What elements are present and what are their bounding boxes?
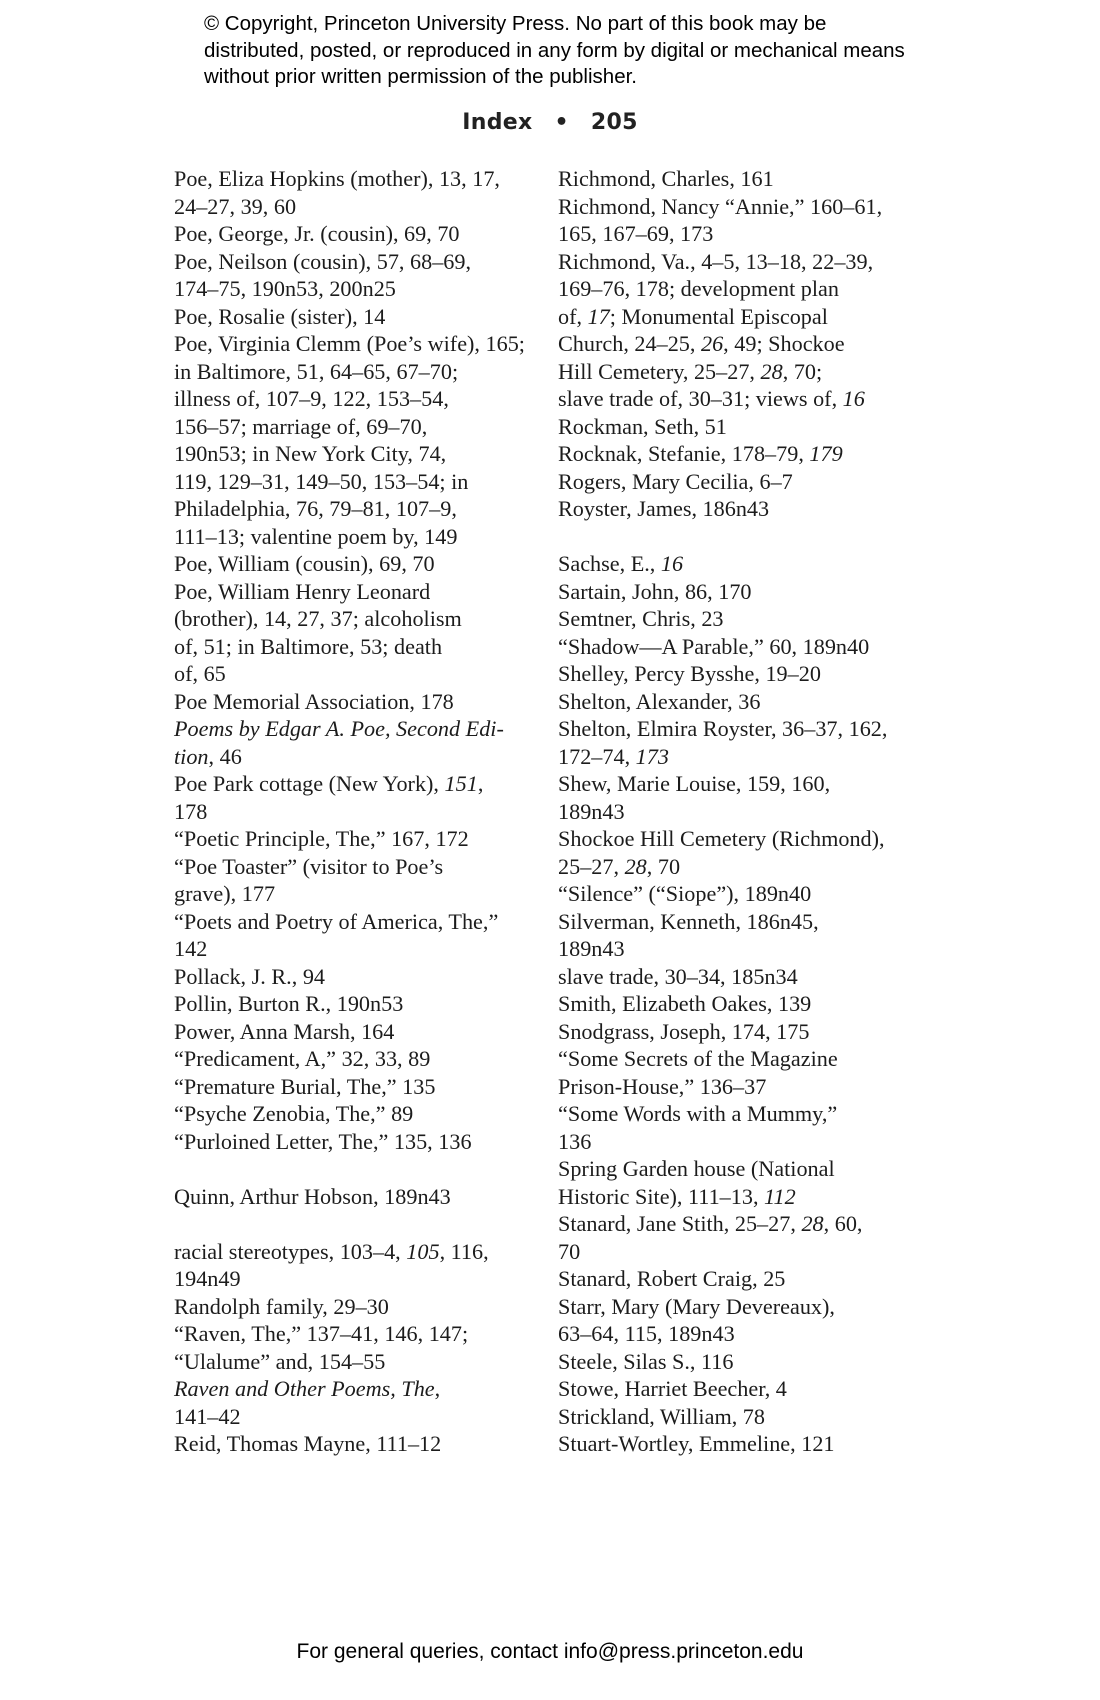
running-head-bullet: • (554, 110, 569, 135)
index-entry (558, 715, 923, 770)
index-entry (558, 825, 923, 880)
index-entry-line (174, 330, 554, 358)
index-entry-text: slave trade, 30–34, 185n34 (558, 963, 798, 989)
index-entry (558, 1155, 923, 1210)
index-entry-text: Richmond, Nancy “Annie,” 160–61, (558, 193, 883, 219)
index-entry (558, 660, 923, 688)
index-entry-text: Richmond, Charles, 161 (558, 166, 774, 191)
index-entry-line (558, 1128, 923, 1156)
index-entry-line (174, 523, 554, 551)
index-entry-line (558, 468, 923, 496)
index-entry-line (174, 1430, 554, 1458)
index-entry (558, 633, 923, 661)
index-entry-text: , 46 (208, 743, 242, 769)
index-entry (174, 1375, 554, 1430)
index-entry-text: Quinn, Arthur Hobson, 189n43 (174, 1183, 451, 1209)
index-entry-text: 190n53; in New York City, 74, (174, 441, 447, 466)
index-entry-line (558, 440, 923, 468)
index-entry (174, 578, 554, 688)
index-entry-text: 25–27, (558, 853, 625, 879)
index-entry (558, 413, 923, 441)
index-entry-line (558, 1265, 923, 1293)
index-entry (174, 1018, 554, 1046)
index-entry (174, 220, 554, 248)
index-entry (558, 1430, 923, 1458)
index-entry-line (174, 880, 554, 908)
index-entry-line (558, 165, 923, 193)
index-entry-text: Stanard, Robert Craig, 25 (558, 1266, 786, 1291)
index-entry (558, 165, 923, 193)
index-entry-text: Stanard, Jane Stith, 25–27, (558, 1211, 802, 1236)
index-entry-line (558, 798, 923, 826)
index-entry-text: Hill Cemetery, 25–27, (558, 358, 761, 384)
index-entry-text: 174–75, 190n53, 200n25 (174, 276, 396, 301)
index-entry-line (174, 1073, 554, 1101)
index-entry-line (558, 880, 923, 908)
index-entry-text: 194n49 (174, 1266, 241, 1291)
index-entry-line (174, 1348, 554, 1376)
index-entry-line (558, 1403, 923, 1431)
index-entry-line (558, 1183, 923, 1211)
index-entry-text: Poe Park cottage (New York), (174, 771, 445, 796)
index-entry (174, 825, 554, 853)
index-entry-line (174, 1238, 554, 1266)
index-entry-text: Rogers, Mary Cecilia, 6–7 (558, 468, 793, 494)
index-entry (174, 330, 554, 550)
index-entry-line (174, 303, 554, 331)
index-entry-line (558, 193, 923, 221)
index-entry-line (174, 853, 554, 881)
index-entry-line (174, 770, 554, 798)
index-entry (558, 193, 923, 248)
index-entry (558, 908, 923, 963)
index-entry-text: Poe, Eliza Hopkins (mother), 13, 17, (174, 166, 500, 191)
index-entry (558, 1375, 923, 1403)
index-entry-text: Poe Memorial Association, 178 (174, 688, 454, 714)
index-entry-line (174, 825, 554, 853)
index-entry-text: “Purloined Letter, The,” 135, 136 (174, 1128, 472, 1154)
index-entry-line (174, 935, 554, 963)
index-entry-line (174, 495, 554, 523)
index-entry-line (558, 248, 923, 276)
index-entry-text: Poe, Virginia Clemm (Poe’s wife), 165; (174, 331, 525, 356)
index-entry-text: Spring Garden house (National (558, 1156, 835, 1181)
index-entry (558, 550, 923, 578)
index-entry (174, 688, 554, 716)
index-column-right (558, 165, 923, 1458)
index-entry-text: “Premature Burial, The,” 135 (174, 1073, 436, 1099)
index-entry-text: Silverman, Kenneth, 186n45, (558, 908, 819, 934)
index-entry-line (174, 715, 554, 743)
index-entry-text: , 70; (782, 358, 823, 384)
index-entry-text: Smith, Elizabeth Oakes, 139 (558, 991, 812, 1016)
index-entry-text: , 116, (439, 1238, 489, 1264)
running-head (0, 110, 1100, 135)
index-entry-line (558, 990, 923, 1018)
index-entry-text: “Poetic Principle, The,” 167, 172 (174, 826, 469, 851)
index-entry-text: 189n43 (558, 936, 625, 961)
index-entry-italic-text: 105 (406, 1238, 440, 1264)
letter-group-gap (174, 1210, 554, 1238)
index-entry-text: Shew, Marie Louise, 159, 160, (558, 771, 831, 796)
index-column-left (174, 165, 554, 1458)
index-entry-text: grave), 177 (174, 881, 276, 906)
index-entry (174, 248, 554, 303)
index-entry-text: Shelton, Alexander, 36 (558, 688, 761, 714)
index-entry-text: Sartain, John, 86, 170 (558, 578, 752, 604)
index-entry-text: slave trade of, 30–31; views of, (558, 386, 843, 411)
index-entry (174, 1320, 554, 1375)
index-entry-text: Shelton, Elmira Royster, 36–37, 162, (558, 716, 888, 741)
index-entry-text: 156–57; marriage of, 69–70, (174, 413, 428, 439)
index-entry-text: Shelley, Percy Bysshe, 19–20 (558, 661, 821, 686)
index-entry-text: Rocknak, Stefanie, 178–79, (558, 441, 810, 466)
index-entry-line (174, 633, 554, 661)
index-entry-italic-text: 16 (660, 551, 684, 576)
index-entry (174, 1073, 554, 1101)
index-entry-line (558, 1430, 923, 1458)
index-entry-line (174, 1320, 554, 1348)
index-entry (558, 495, 923, 523)
index-entry-text: Stuart-Wortley, Emmeline, 121 (558, 1431, 835, 1456)
index-entry-italic-text: 173 (635, 743, 669, 769)
index-entry-line (558, 1320, 923, 1348)
index-entry-line (174, 798, 554, 826)
index-entry-line (174, 908, 554, 936)
index-entry (558, 1265, 923, 1293)
index-entry-line (558, 1375, 923, 1403)
index-entry-text: 111–13; valentine poem by, 149 (174, 523, 458, 549)
index-entry-text: “Raven, The,” 137–41, 146, 147; (174, 1321, 469, 1346)
index-entry (558, 963, 923, 991)
index-entry-italic-text: 112 (764, 1183, 796, 1209)
index-entry-text: Poe, Neilson (cousin), 57, 68–69, (174, 248, 472, 274)
index-entry-line (558, 770, 923, 798)
index-entry (174, 990, 554, 1018)
index-entry (558, 990, 923, 1018)
index-entry-line (558, 1293, 923, 1321)
index-entry-line (558, 303, 923, 331)
index-entry-text: 141–42 (174, 1403, 241, 1429)
index-entry-line (558, 495, 923, 523)
index-entry-text: Stowe, Harriet Beecher, 4 (558, 1376, 787, 1401)
index-entry-text: Starr, Mary (Mary Devereaux), (558, 1293, 835, 1319)
index-entry-line (558, 853, 923, 881)
index-entry-text: 63–64, 115, 189n43 (558, 1321, 735, 1346)
index-entry-text: Royster, James, 186n43 (558, 496, 770, 521)
index-entry-text: 169–76, 178; development plan (558, 276, 839, 301)
index-entry-line (174, 248, 554, 276)
index-entry (174, 303, 554, 331)
index-entry-text: Shockoe Hill Cemetery (Richmond), (558, 826, 885, 851)
index-entry (558, 1100, 923, 1155)
index-entry-line (174, 358, 554, 386)
index-entry-text: Sachse, E., (558, 551, 661, 576)
index-entry-line (174, 275, 554, 303)
running-head-title: Index (462, 110, 533, 135)
index-entry-line (174, 413, 554, 441)
index-entry-text: Snodgrass, Joseph, 174, 175 (558, 1018, 810, 1044)
index-entry-text: Philadelphia, 76, 79–81, 107–9, (174, 496, 457, 521)
index-entry-italic-text: 17 (587, 303, 610, 329)
index-entry-line (558, 358, 923, 386)
index-entry (558, 770, 923, 825)
index-entry-text: Richmond, Va., 4–5, 13–18, 22–39, (558, 248, 874, 274)
index-entry (174, 715, 554, 770)
index-entry (174, 1238, 554, 1293)
letter-group-gap (558, 523, 923, 551)
index-entry-text: of, (558, 303, 588, 329)
index-entry-text: , 70 (646, 853, 681, 879)
index-entry (558, 578, 923, 606)
index-entry-line (558, 963, 923, 991)
index-entry (174, 1128, 554, 1156)
index-entry-line (558, 1018, 923, 1046)
index-entry-line (558, 1155, 923, 1183)
index-entry (174, 1100, 554, 1128)
index-entry (174, 908, 554, 963)
index-entry-text: racial stereotypes, 103–4, (174, 1238, 407, 1264)
index-entry-line (558, 1210, 923, 1238)
index-entry-text: “Ulalume” and, 154–55 (174, 1348, 386, 1374)
index-entry-text: 142 (174, 936, 208, 961)
index-entry (558, 1210, 923, 1265)
index-entry-line (174, 743, 554, 771)
index-entry-line (558, 688, 923, 716)
index-entry (174, 1045, 554, 1073)
index-entry-text: “Poets and Poetry of America, The,” (174, 908, 499, 934)
index-entry-line (558, 743, 923, 771)
index-entry (174, 963, 554, 991)
index-entry (174, 1293, 554, 1321)
index-entry (558, 1045, 923, 1100)
index-entry-text: “Poe Toaster” (visitor to Poe’s (174, 853, 444, 879)
index-entry-line (558, 413, 923, 441)
index-entry (174, 550, 554, 578)
index-entry-text: Church, 24–25, (558, 331, 701, 356)
index-entry-text: Poe, George, Jr. (cousin), 69, 70 (174, 221, 460, 246)
index-entry-line (174, 1100, 554, 1128)
index-entry-line (174, 468, 554, 496)
copyright-notice: © Copyright, Princeton University Press. No part of this book may be distributed, posted, or reproduced in any form by digital or mechanical means without prior written permission of the publisher. (204, 12, 905, 88)
index-entry-line (558, 1348, 923, 1376)
index-entry-text: Historic Site), 111–13, (558, 1183, 765, 1209)
index-entry-line (558, 660, 923, 688)
index-entry-text: (brother), 14, 27, 37; alcoholism (174, 606, 462, 631)
index-entry-italic-text: Raven and Other Poems, The (174, 1376, 435, 1401)
index-entry-text: 119, 129–31, 149–50, 153–54; in (174, 468, 469, 494)
index-entry-text: Poe, Rosalie (sister), 14 (174, 303, 386, 329)
index-entry-text: of, 65 (174, 661, 226, 686)
index-entry-text: Poe, William (cousin), 69, 70 (174, 551, 435, 576)
index-entry-line (558, 605, 923, 633)
index-entry-text: 70 (558, 1238, 581, 1264)
index-entry-line (174, 660, 554, 688)
index-entry (558, 880, 923, 908)
index-entry-line (558, 715, 923, 743)
index-entry-line (558, 220, 923, 248)
index-entry-line (174, 990, 554, 1018)
index-entry-line (174, 220, 554, 248)
index-entry-line (174, 1265, 554, 1293)
index-entry-line (558, 550, 923, 578)
index-entry (558, 1018, 923, 1046)
index-entry (174, 165, 554, 220)
index-entry (558, 248, 923, 413)
index-entry-line (174, 440, 554, 468)
index-entry-italic-text: 28 (801, 1211, 824, 1236)
index-entry (174, 770, 554, 825)
index-entry-line (174, 385, 554, 413)
index-entry-text: , (477, 771, 484, 796)
index-entry (558, 1403, 923, 1431)
index-entry-italic-text: Poems by Edgar A. Poe, Second Edi- (174, 716, 504, 741)
index-entry-line (174, 605, 554, 633)
index-entry-italic-text: tion (174, 743, 209, 769)
index-entry-line (558, 633, 923, 661)
index-entry-line (558, 578, 923, 606)
index-entry-line (174, 1045, 554, 1073)
index-entry (558, 1348, 923, 1376)
index-entry-italic-text: 151 (444, 771, 478, 796)
index-entry-line (558, 1045, 923, 1073)
index-entry-italic-text: 16 (842, 386, 865, 411)
index-entry-text: , (434, 1376, 441, 1401)
index-entry-text: 136 (558, 1128, 592, 1154)
page-number: 205 (590, 110, 638, 135)
index-entry-line (174, 963, 554, 991)
index-entry-line (558, 275, 923, 303)
index-entry-text: Strickland, William, 78 (558, 1403, 765, 1429)
index-entry-line (558, 1100, 923, 1128)
index-entry-text: Steele, Silas S., 116 (558, 1348, 734, 1374)
index-entry-line (174, 1183, 554, 1211)
index-entry-line (174, 1018, 554, 1046)
index-entry-line (174, 688, 554, 716)
index-entry (558, 688, 923, 716)
index-entry-line (174, 550, 554, 578)
index-entry-text: “Silence” (“Siope”), 189n40 (558, 881, 812, 906)
index-entry-italic-text: 28 (624, 853, 647, 879)
index-entry (558, 440, 923, 468)
index-entry-line (558, 385, 923, 413)
index-entry-line (174, 1375, 554, 1403)
index-entry-line (174, 1403, 554, 1431)
index-entry-line (558, 908, 923, 936)
index-entry-text: , 49; Shockoe (723, 331, 845, 356)
index-entry-text: illness of, 107–9, 122, 153–54, (174, 386, 449, 411)
index-entry (558, 468, 923, 496)
letter-group-gap (174, 1155, 554, 1183)
index-entry-text: Power, Anna Marsh, 164 (174, 1018, 395, 1044)
index-entry-text: ; Monumental Episcopal (609, 303, 828, 329)
index-entry-text: Semtner, Chris, 23 (558, 606, 724, 631)
index-entry (174, 1430, 554, 1458)
index-entry-line (558, 825, 923, 853)
index-entry (558, 605, 923, 633)
index-entry (174, 1183, 554, 1211)
index-entry (558, 1293, 923, 1348)
index-entry-text: Prison-House,” 136–37 (558, 1073, 767, 1099)
index-entry-text: 165, 167–69, 173 (558, 221, 714, 246)
index-entry-text: of, 51; in Baltimore, 53; death (174, 633, 443, 659)
index-entry-line (558, 1238, 923, 1266)
index-entry-italic-text: 28 (760, 358, 783, 384)
index-entry-line (174, 165, 554, 193)
index-entry-italic-text: 179 (809, 441, 843, 466)
index-entry-line (174, 193, 554, 221)
index-entry-line (174, 578, 554, 606)
index-entry-line (174, 1128, 554, 1156)
index-entry-text: “Psyche Zenobia, The,” 89 (174, 1101, 414, 1126)
index-entry-text: “Shadow—A Parable,” 60, 189n40 (558, 633, 870, 659)
index-entry-text: Rockman, Seth, 51 (558, 413, 727, 439)
index-entry-line (558, 1073, 923, 1101)
index-entry-line (558, 935, 923, 963)
index-entry-text: 24–27, 39, 60 (174, 193, 297, 219)
index-entry-text: “Some Secrets of the Magazine (558, 1046, 838, 1071)
index-entry-text: “Predicament, A,” 32, 33, 89 (174, 1046, 431, 1071)
index-entry-text: 178 (174, 798, 208, 824)
index-entry-text: Poe, William Henry Leonard (174, 578, 431, 604)
index-entry-text: Pollack, J. R., 94 (174, 963, 326, 989)
index-entry-text: 172–74, (558, 743, 636, 769)
index-entry-text: in Baltimore, 51, 64–65, 67–70; (174, 358, 459, 384)
index-entry-line (558, 330, 923, 358)
index-entry-italic-text: 26 (700, 331, 724, 356)
index-entry-text: “Some Words with a Mummy,” (558, 1101, 838, 1126)
index-entry-text: , 60, (823, 1211, 863, 1236)
index-entry-line (174, 1293, 554, 1321)
index-entry-text: Reid, Thomas Mayne, 111–12 (174, 1431, 442, 1456)
index-entry-text: Pollin, Burton R., 190n53 (174, 991, 404, 1016)
index-entry-text: Randolph family, 29–30 (174, 1293, 389, 1319)
index-entry-text: 189n43 (558, 798, 625, 824)
index-entry (174, 853, 554, 908)
footer-contact: For general queries, contact info@press.princeton.edu (296, 1640, 804, 1663)
